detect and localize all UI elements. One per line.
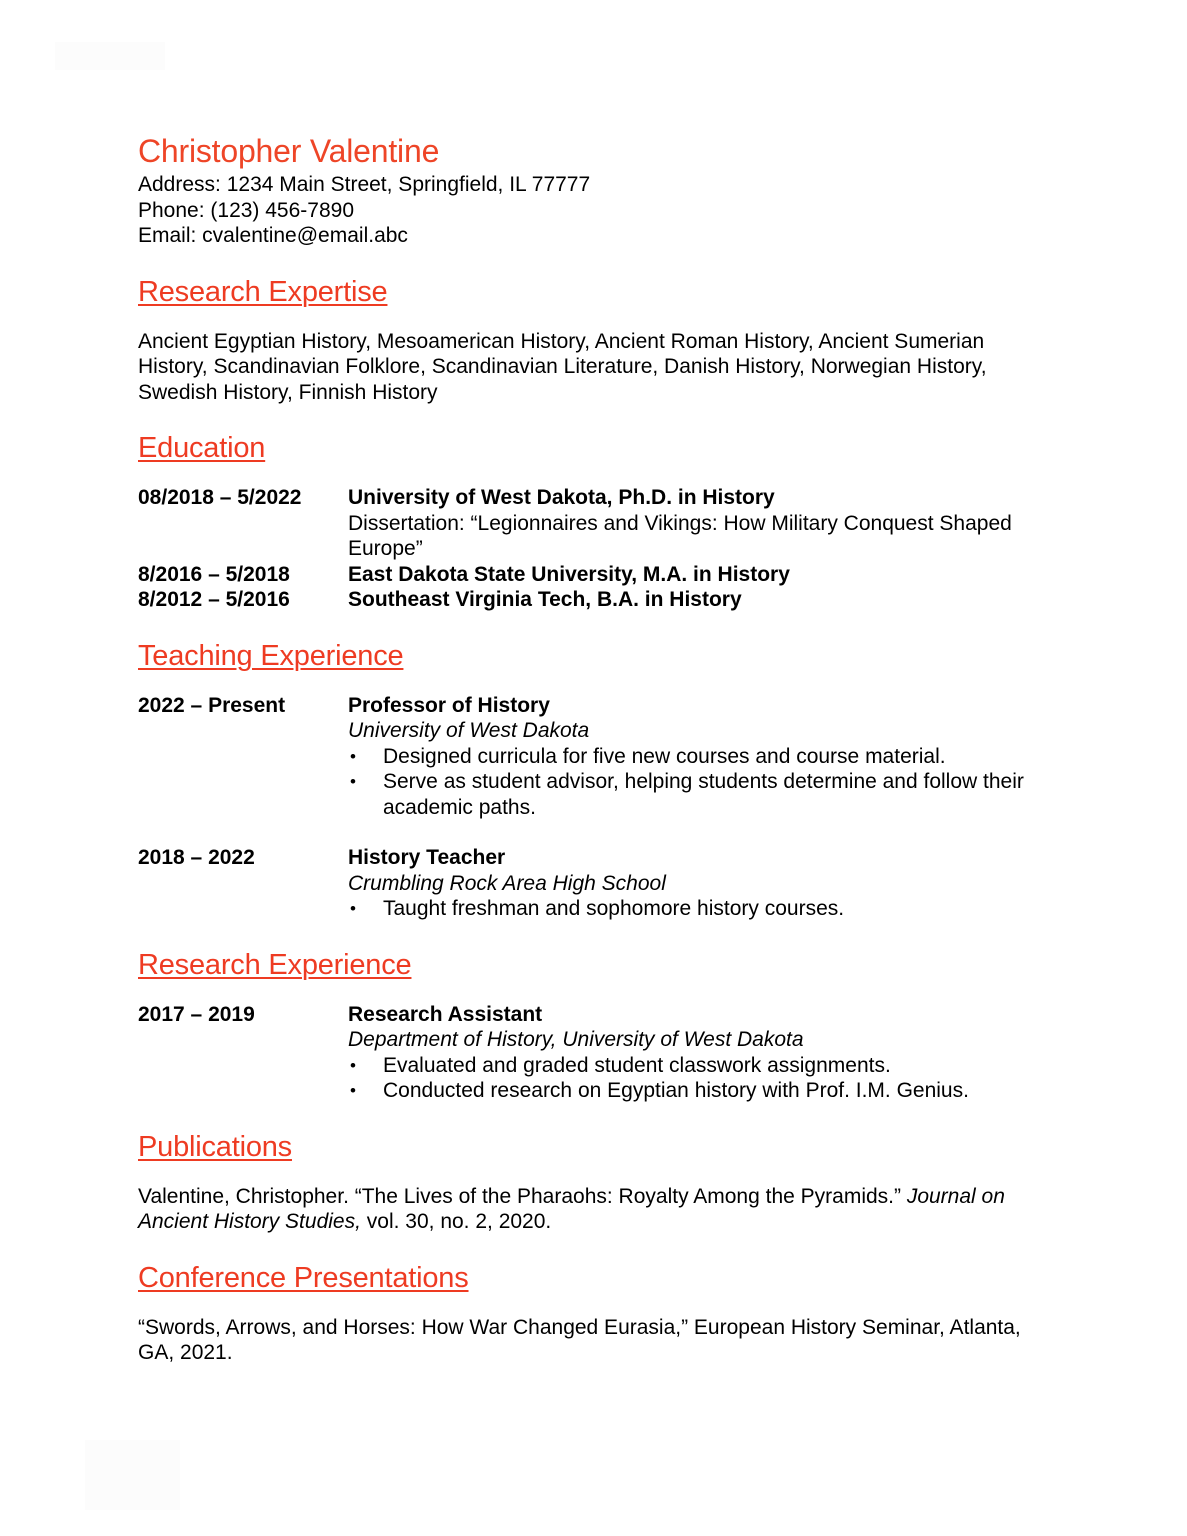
citation-volume-info: vol. 30, no. 2, 2020.: [360, 1210, 552, 1233]
citation-author-title: Valentine, Christopher. “The Lives of the Pharaohs: Royalty Among the Pyramids.”: [138, 1184, 907, 1208]
list-item: [348, 769, 1048, 820]
list-item: [348, 744, 1048, 770]
section-research-experience: [138, 948, 1048, 982]
education-entry-date: 8/2012 – 5/2016: [138, 588, 290, 611]
section-publications: [138, 1130, 1048, 1164]
education-entry: [138, 485, 1048, 562]
section-teaching-experience: [138, 639, 1048, 673]
teaching-entry-body: [348, 845, 1048, 922]
education-entry-body: [348, 485, 1048, 562]
education-entry-title: East Dakota State University, M.A. in History: [348, 562, 790, 586]
section-heading-conference-presentations: Conference Presentations: [138, 1261, 469, 1294]
list-item-text: Designed curricula for five new courses and course material.: [383, 744, 946, 768]
list-item: [348, 896, 1048, 922]
research-entry-date: 2017 – 2019: [138, 1002, 255, 1026]
bullet-icon: •: [350, 1055, 356, 1075]
education-entry-body: [348, 562, 1048, 588]
list-item-text: Evaluated and graded student classwork assignments.: [383, 1053, 891, 1077]
section-research-expertise: [138, 275, 1048, 309]
education-entry-title: University of West Dakota, Ph.D. in History: [348, 486, 775, 509]
bullet-icon: •: [350, 746, 356, 766]
education-entry: [138, 562, 1048, 588]
publication-citation: [138, 1184, 1038, 1235]
section-heading-research-experience: Research Experience: [138, 948, 412, 981]
teaching-entry-date: 2022 – Present: [138, 693, 286, 717]
citation-journal-name: Journal on Ancient History Studies,: [138, 1184, 1005, 1233]
teaching-entry-title: History Teacher: [348, 846, 506, 869]
section-heading-teaching-experience: Teaching Experience: [138, 639, 404, 672]
resume-header: [138, 132, 1048, 249]
research-entry-bullets: [348, 1053, 1048, 1104]
education-entry-title: Southeast Virginia Tech, B.A. in History: [348, 588, 742, 611]
section-education: [138, 431, 1048, 465]
scan-artifact-bottom: [85, 1440, 180, 1510]
conference-presentation-entry: “Swords, Arrows, and Horses: How War Changed Eurasia,” European History Seminar, Atlanta, GA, 2021.: [138, 1315, 1021, 1364]
research-entry-org: Department of History, University of West Dakota: [348, 1028, 804, 1051]
research-entry-title: Research Assistant: [348, 1002, 543, 1026]
teaching-entry: [138, 693, 1048, 821]
research-entry: [138, 1002, 1048, 1104]
section-heading-education: Education: [138, 432, 266, 464]
education-entry-body: [348, 587, 1048, 613]
education-entry-date: 08/2018 – 5/2022: [138, 486, 302, 509]
scan-artifact-top: [55, 42, 165, 70]
address-line: Address: 1234 Main Street, Springfield, IL 77777: [138, 173, 591, 196]
phone-line: Phone: (123) 456-7890: [138, 198, 354, 222]
bullet-icon: •: [350, 1081, 356, 1100]
list-item-text: Conducted research on Egyptian history with Prof. I.M. Genius.: [383, 1079, 969, 1102]
list-item-text: Taught freshman and sophomore history courses.: [383, 897, 845, 920]
research-entry-body: [348, 1002, 1048, 1104]
section-conference-presentations: [138, 1261, 1048, 1295]
resume-content: [138, 132, 1048, 1366]
list-item: [348, 1053, 1048, 1079]
teaching-entry-bullets: [348, 744, 1048, 821]
section-heading-publications: Publications: [138, 1130, 292, 1163]
education-entry-date: 8/2016 – 5/2018: [138, 562, 290, 586]
teaching-entry-bullets: [348, 896, 1048, 922]
teaching-entry-body: [348, 693, 1048, 821]
teaching-entry-title: Professor of History: [348, 693, 550, 717]
teaching-entry-org: Crumbling Rock Area High School: [348, 871, 666, 895]
education-entry: [138, 587, 1048, 613]
bullet-icon: •: [350, 772, 356, 791]
page-title: Christopher Valentine: [138, 133, 440, 169]
list-item-text: Serve as student advisor, helping students determine and follow their academic paths.: [383, 770, 1024, 819]
list-item: [348, 1078, 1048, 1104]
bullet-icon: •: [350, 899, 356, 918]
teaching-entry-org: University of West Dakota: [348, 719, 590, 742]
education-entry-detail: Dissertation: “Legionnaires and Vikings: How Military Conquest Shaped Europe”: [348, 511, 1012, 560]
email-line: Email: cvalentine@email.abc: [138, 224, 408, 247]
teaching-entry-date: 2018 – 2022: [138, 846, 255, 869]
research-expertise-body: Ancient Egyptian History, Mesoamerican History, Ancient Roman History, Ancient Sumerian History, Scandinavian Folklore, Scandinavian Literature, Danish History, Norwegian History, Swedish History, Finnish History: [138, 329, 987, 404]
section-heading-research-expertise: Research Expertise: [138, 275, 388, 308]
teaching-entry: [138, 845, 1048, 922]
